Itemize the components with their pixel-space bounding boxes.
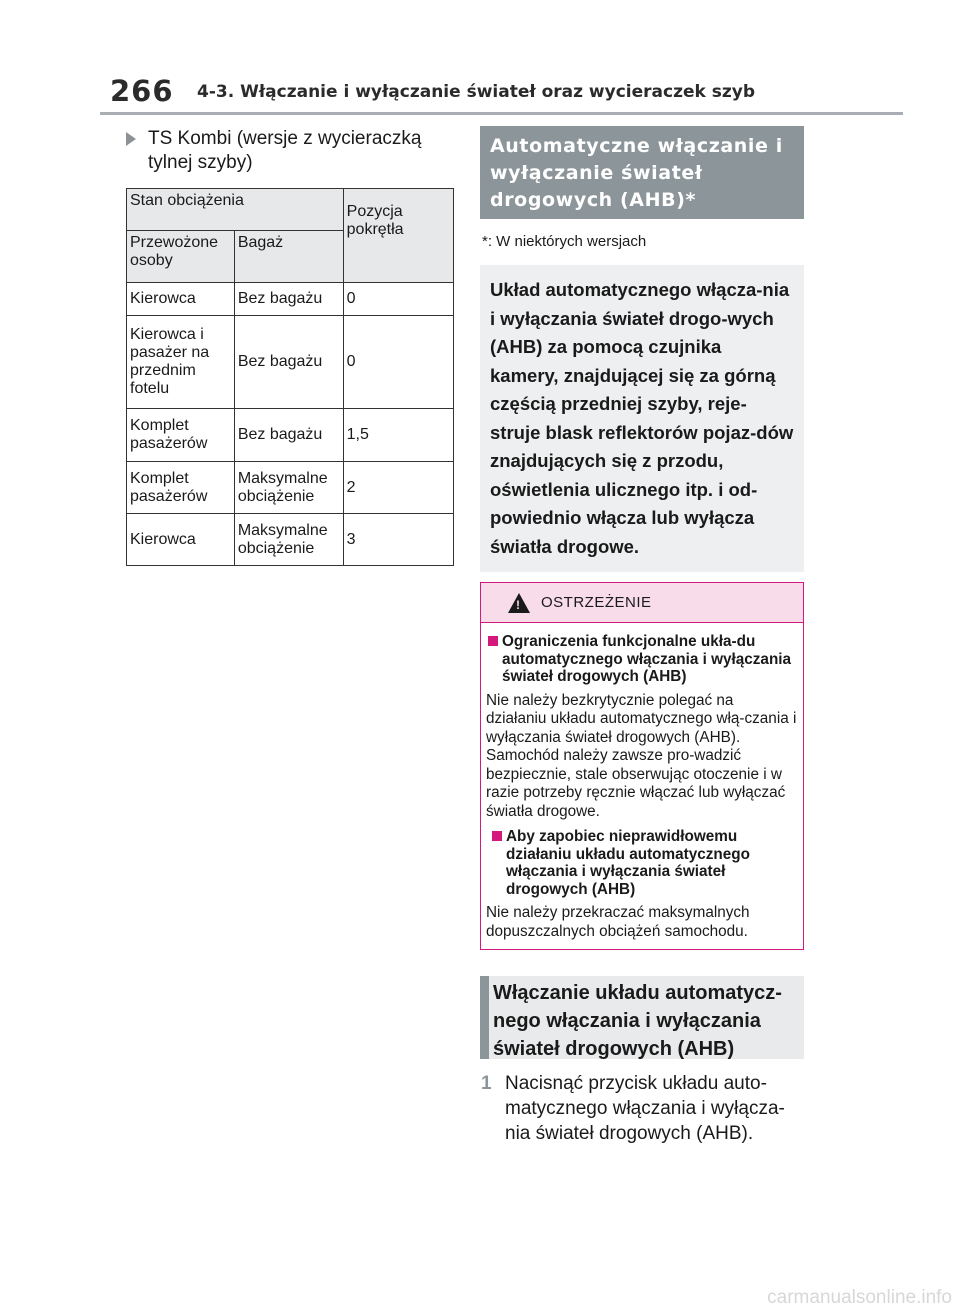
table-cell-luggage: Bez bagażu bbox=[234, 316, 343, 409]
page-header bbox=[0, 0, 960, 130]
table-row bbox=[127, 409, 454, 462]
table-cell-passengers: Kierowca bbox=[127, 514, 235, 566]
page-number: 266 bbox=[110, 74, 174, 108]
warning-body bbox=[481, 623, 803, 949]
watermark: carmanualsonline.info bbox=[767, 1287, 952, 1308]
table-cell-passengers: Kierowca bbox=[127, 283, 235, 316]
table-cell-luggage: Bez bagażu bbox=[234, 409, 343, 462]
arrow-right-icon bbox=[126, 132, 136, 146]
table-cell-position: 2 bbox=[343, 462, 453, 514]
table-cell-position: 0 bbox=[343, 283, 453, 316]
left-column bbox=[126, 127, 456, 175]
variant-text: TS Kombi (wersje z wycieraczką tylnej szyby) bbox=[148, 128, 422, 173]
section-subheading: Włączanie układu automatycz-nego włączania i wyłączania świateł drogowych (AHB) bbox=[480, 976, 804, 1059]
table-header-luggage: Bagaż bbox=[234, 231, 343, 283]
warning-paragraph: Nie należy przekraczać maksymalnych dopuszczalnych obciążeń samochodu. bbox=[486, 904, 750, 940]
table-header-knob-position: Pozycja pokrętła bbox=[343, 189, 453, 283]
warning-subtitle bbox=[490, 828, 797, 898]
right-column bbox=[480, 126, 804, 1146]
table-cell-passengers: Komplet pasażerów bbox=[127, 409, 235, 462]
table-cell-passengers: Komplet pasażerów bbox=[127, 462, 235, 514]
table-cell-passengers: Kierowca i pasażer na przednim fotelu bbox=[127, 316, 235, 409]
table-cell-position: 3 bbox=[343, 514, 453, 566]
warning-triangle-icon: ! bbox=[508, 593, 530, 613]
warning-box bbox=[480, 582, 804, 950]
step-text: Nacisnąć przycisk układu auto-matycznego włączania i wyłącza-nia świateł drogowych (AHB). bbox=[505, 1073, 785, 1144]
warning-subtitle-text: Ograniczenia funkcjonalne ukła-du automatycznego włączania i wyłączania świateł drogowych (AHB) bbox=[502, 633, 792, 685]
table-cell-luggage: Maksymalne obciążenie bbox=[234, 462, 343, 514]
step-item bbox=[480, 1071, 804, 1146]
warning-title: OSTRZEŻENIE bbox=[541, 594, 652, 611]
header-divider bbox=[100, 112, 903, 115]
warning-header bbox=[481, 583, 803, 623]
description-box: Układ automatycznego włącza-nia i wyłączania świateł drogo-wych (AHB) za pomocą czujnika kamery, znajdującej się za górną częścią przedniej szyby, reje-struje blask reflektorów pojaz-dów znajdujących się z przodu, oświetlenia ulicznego itp. i od-powiednio włącza lub wyłącza światła drogowe. bbox=[480, 265, 804, 572]
table-cell-position: 1,5 bbox=[343, 409, 453, 462]
warning-subtitle bbox=[486, 633, 797, 686]
section-title: 4-3. Włączanie i wyłączanie świateł oraz wycieraczek szyb bbox=[197, 82, 755, 102]
table-row bbox=[127, 514, 454, 566]
table-row bbox=[127, 283, 454, 316]
warning-subtitle-text: Aby zapobiec nieprawidłowemu działaniu układu automatycznego włączania i wyłączania świateł drogowych (AHB) bbox=[506, 828, 750, 898]
table-header-passengers: Przewożone osoby bbox=[127, 231, 235, 283]
ahb-title-box: Automatyczne włączanie i wyłączanie świateł drogowych (AHB)* bbox=[480, 126, 804, 219]
warning-paragraph: Nie należy bezkrytycznie polegać na działaniu układu automatycznego włą-czania i wyłączania świateł drogowych (AHB). Samochód należy zawsze pro-wadzić bezpiecznie, stale obserwując otoczenie i w razie potrzeby ręcznie włączać lub wyłączać światła drogowe. bbox=[486, 691, 797, 820]
square-bullet-icon bbox=[488, 636, 498, 646]
table-row bbox=[127, 462, 454, 514]
load-table bbox=[126, 188, 454, 566]
square-bullet-icon bbox=[492, 831, 502, 841]
variant-label bbox=[126, 127, 456, 175]
table-cell-luggage: Maksymalne obciążenie bbox=[234, 514, 343, 566]
table-cell-position: 0 bbox=[343, 316, 453, 409]
step-number: 1 bbox=[481, 1073, 492, 1094]
table-cell-luggage: Bez bagażu bbox=[234, 283, 343, 316]
table-header-row bbox=[127, 189, 454, 231]
footnote: *: W niektórych wersjach bbox=[482, 233, 647, 250]
table-header-load-state: Stan obciążenia bbox=[127, 189, 344, 231]
table-row bbox=[127, 316, 454, 409]
